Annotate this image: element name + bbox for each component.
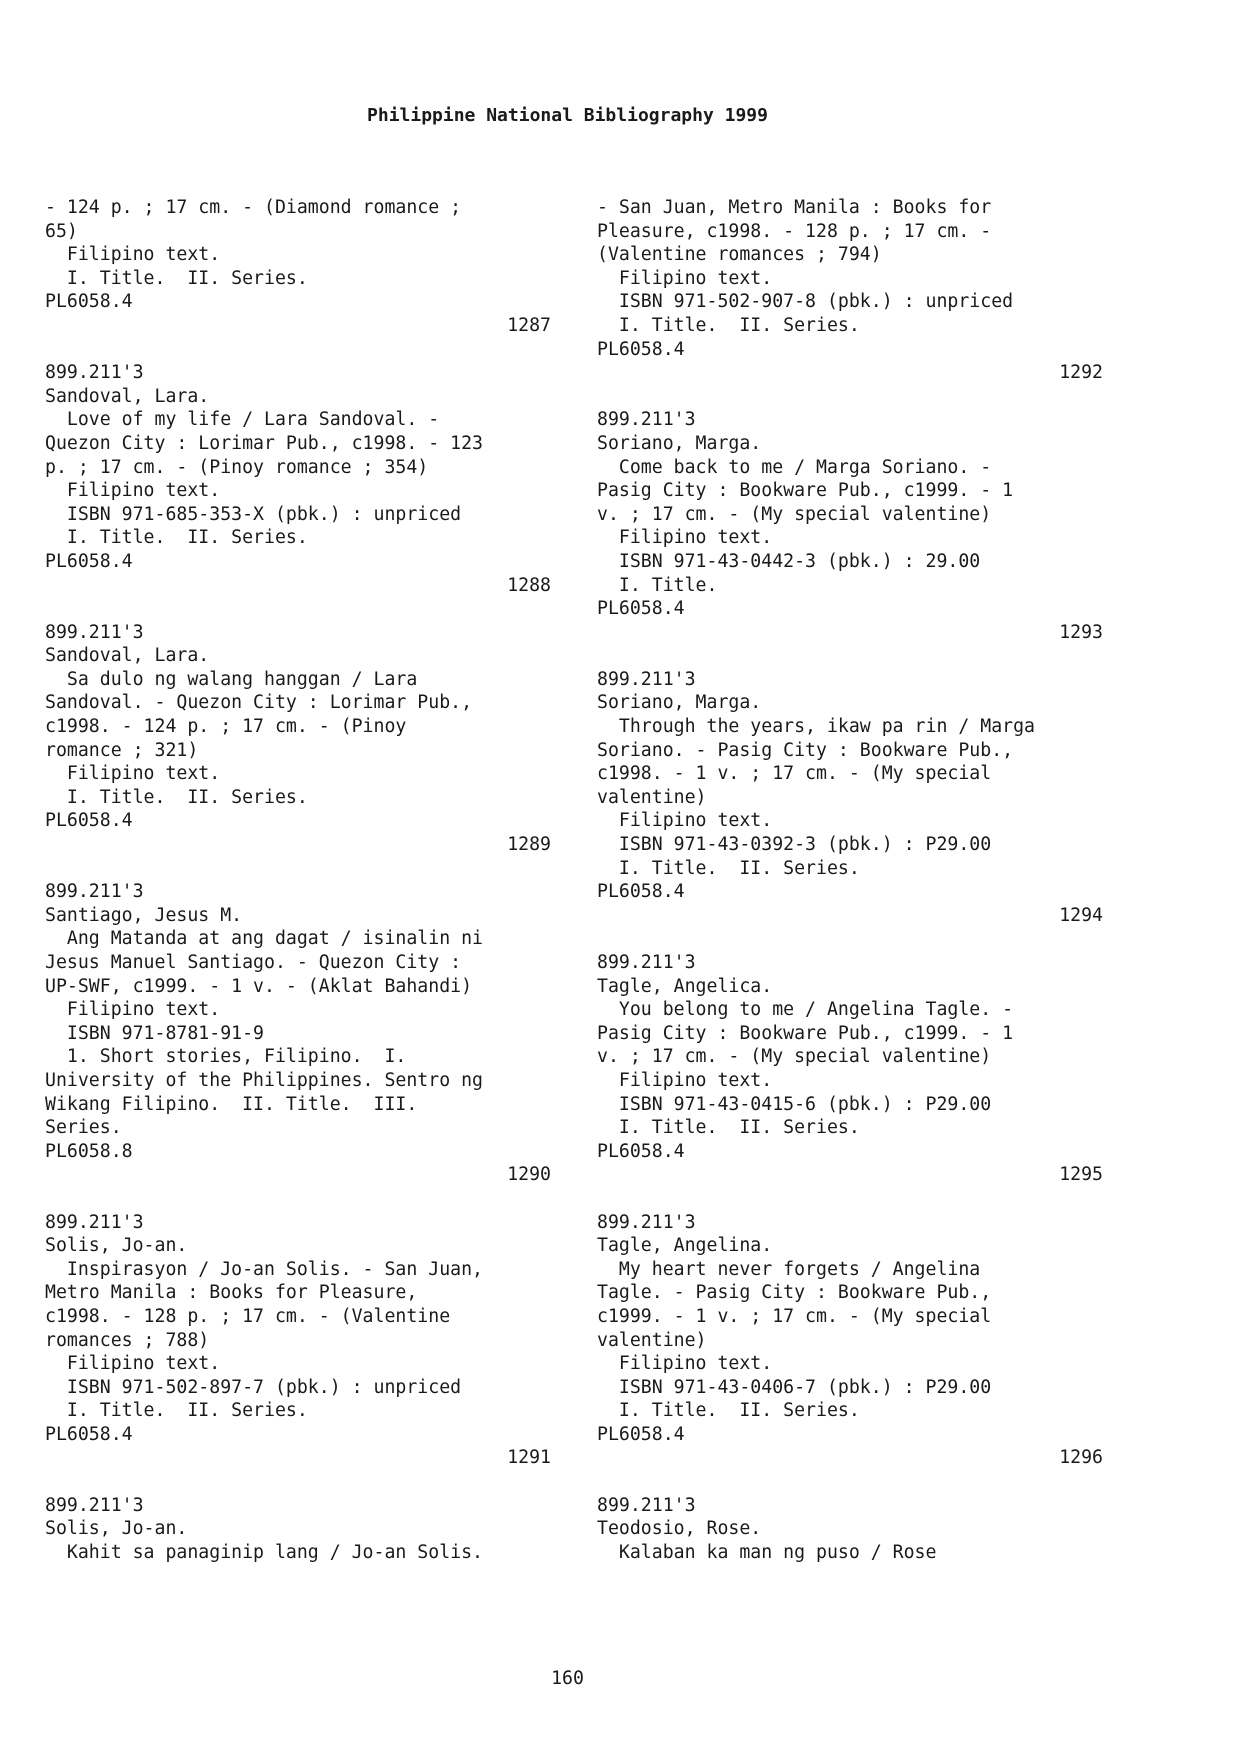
entry-line: Pleasure, c1998. - 128 p. ; 17 cm. - xyxy=(597,220,992,242)
entry-line: Filipino text. xyxy=(45,244,221,266)
bibliography-entry xyxy=(597,668,1103,951)
entry-line: valentine) xyxy=(597,1329,707,1351)
entry-spacer xyxy=(597,385,1103,409)
entry-line: v. ; 17 cm. - (My special valentine) xyxy=(597,503,992,525)
right-column xyxy=(597,196,1103,1564)
entry-line: romance ; 321) xyxy=(45,739,199,761)
entry-spacer xyxy=(45,338,551,362)
entry-line: 899.211'3 xyxy=(597,1211,696,1233)
entry-line: (Valentine romances ; 794) xyxy=(597,244,882,266)
entry-line: Filipino text. xyxy=(597,267,773,289)
entry-line: Quezon City : Lorimar Pub., c1998. - 123 xyxy=(45,432,483,454)
bibliography-entry xyxy=(45,361,551,621)
entry-line: 65) xyxy=(45,220,78,242)
entry-line: 1. Short stories, Filipino. I. xyxy=(45,1046,407,1068)
entry-line: Pasig City : Bookware Pub., c1999. - 1 xyxy=(597,1022,1014,1044)
entry-line: PL6058.8 xyxy=(45,1140,133,1162)
entry-line: Filipino text. xyxy=(597,527,773,549)
entry-spacer xyxy=(45,857,551,881)
entry-line: ISBN 971-43-0392-3 (pbk.) : P29.00 xyxy=(597,834,992,856)
entry-line: I. Title. II. Series. xyxy=(597,1117,860,1139)
bibliography-entry xyxy=(597,951,1103,1211)
entry-spacer xyxy=(597,644,1103,668)
entry-line: romances ; 788) xyxy=(45,1329,210,1351)
entry-line: PL6058.4 xyxy=(597,1140,685,1162)
bibliography-entry xyxy=(45,880,551,1210)
bibliography-entry xyxy=(45,1494,551,1565)
entry-line: Sandoval, Lara. xyxy=(45,645,210,667)
entry-line: Soriano, Marga. xyxy=(597,692,762,714)
left-column xyxy=(45,196,551,1564)
entry-line: 899.211'3 xyxy=(45,881,144,903)
entry-line: valentine) xyxy=(597,786,707,808)
entry-line: Metro Manila : Books for Pleasure, xyxy=(45,1282,418,1304)
entry-line: PL6058.4 xyxy=(597,881,685,903)
entry-line: 899.211'3 xyxy=(597,952,696,973)
entry-number: 1290 xyxy=(507,1164,551,1186)
entry-line: Inspirasyon / Jo-an Solis. - San Juan, xyxy=(45,1258,483,1280)
entry-line: ISBN 971-685-353-X (pbk.) : unpriced xyxy=(45,503,462,525)
entry-line: c1999. - 1 v. ; 17 cm. - (My special xyxy=(597,1305,992,1327)
entry-number: 1292 xyxy=(1059,362,1103,384)
entry-line: I. Title. II. Series. xyxy=(597,857,860,879)
entry-line: ISBN 971-502-907-8 (pbk.) : unpriced xyxy=(597,291,1014,313)
entry-number: 1291 xyxy=(507,1447,551,1469)
entry-line: Pasig City : Bookware Pub., c1999. - 1 xyxy=(597,480,1014,502)
entry-line: PL6058.4 xyxy=(597,1423,685,1445)
entry-line: Filipino text. xyxy=(597,810,773,832)
entry-line: c1998. - 1 v. ; 17 cm. - (My special xyxy=(597,763,992,785)
entry-line: Filipino text. xyxy=(45,480,221,502)
entry-line: 899.211'3 xyxy=(597,409,696,431)
page-title: Philippine National Bibliography 1999 xyxy=(367,105,768,126)
entry-line: Filipino text. xyxy=(45,999,221,1021)
entry-line: Tagle. - Pasig City : Bookware Pub., xyxy=(597,1282,992,1304)
entry-line: c1998. - 128 p. ; 17 cm. - (Valentine xyxy=(45,1305,451,1327)
entry-line: Filipino text. xyxy=(597,1353,773,1375)
entry-line: PL6058.4 xyxy=(597,598,685,620)
entry-line: 899.211'3 xyxy=(597,668,696,690)
page-number: 160 xyxy=(551,1668,584,1689)
entry-line: You belong to me / Angelina Tagle. - xyxy=(597,999,1014,1021)
entry-line: Santiago, Jesus M. xyxy=(45,904,243,926)
bibliography-entry xyxy=(45,621,551,881)
entry-line: Soriano, Marga. xyxy=(597,432,762,454)
entry-spacer xyxy=(45,597,551,621)
bibliography-entry xyxy=(597,196,1103,408)
entry-line: ISBN 971-502-897-7 (pbk.) : unpriced xyxy=(45,1376,462,1398)
entry-spacer xyxy=(597,1470,1103,1494)
entry-line: PL6058.4 xyxy=(45,291,133,313)
entry-line: I. Title. II. Series. xyxy=(45,267,308,289)
entry-number: 1287 xyxy=(507,314,551,336)
entry-line: ISBN 971-43-0415-6 (pbk.) : P29.00 xyxy=(597,1093,992,1115)
entry-line: ISBN 971-8781-91-9 xyxy=(45,1022,264,1044)
entry-line: p. ; 17 cm. - (Pinoy romance ; 354) xyxy=(45,456,429,478)
entry-line: Sandoval, Lara. xyxy=(45,385,210,407)
entry-spacer xyxy=(597,927,1103,951)
entry-line: Soriano. - Pasig City : Bookware Pub., xyxy=(597,739,1014,761)
entry-line: Solis, Jo-an. xyxy=(45,1235,188,1257)
entry-line: 899.211'3 xyxy=(45,1211,144,1233)
entry-line: v. ; 17 cm. - (My special valentine) xyxy=(597,1046,992,1068)
entry-spacer xyxy=(45,1470,551,1494)
entry-line: - 124 p. ; 17 cm. - (Diamond romance ; xyxy=(45,197,462,218)
bibliography-entry xyxy=(597,1494,1103,1565)
entry-line: Sandoval. - Quezon City : Lorimar Pub., xyxy=(45,692,473,714)
entry-line: 899.211'3 xyxy=(45,362,144,384)
entry-line: - San Juan, Metro Manila : Books for xyxy=(597,197,992,218)
entry-line: University of the Philippines. Sentro ng xyxy=(45,1069,483,1091)
entry-line: I. Title. II. Series. xyxy=(45,786,308,808)
entry-line: c1998. - 124 p. ; 17 cm. - (Pinoy xyxy=(45,716,407,738)
entry-number: 1294 xyxy=(1059,904,1103,926)
entry-line: Sa dulo ng walang hanggan / Lara xyxy=(45,668,418,690)
bibliography-entry xyxy=(597,1211,1103,1494)
entry-line: Series. xyxy=(45,1117,122,1139)
entry-line: Tagle, Angelina. xyxy=(597,1235,773,1257)
entry-line: I. Title. II. Series. xyxy=(597,314,860,336)
entry-number: 1293 xyxy=(1059,621,1103,643)
entry-line: PL6058.4 xyxy=(45,810,133,832)
bibliography-entry xyxy=(597,408,1103,668)
entry-line: Wikang Filipino. II. Title. III. xyxy=(45,1093,418,1115)
bibliography-entry xyxy=(45,1211,551,1494)
entry-line: My heart never forgets / Angelina xyxy=(597,1258,981,1280)
entry-line: Come back to me / Marga Soriano. - xyxy=(597,456,992,478)
entry-line: Kalaban ka man ng puso / Rose xyxy=(597,1541,937,1563)
entry-number: 1288 xyxy=(507,574,551,596)
entry-line: PL6058.4 xyxy=(597,338,685,360)
entry-line: Filipino text. xyxy=(597,1069,773,1091)
entry-line: 899.211'3 xyxy=(45,1494,144,1516)
entry-line: Through the years, ikaw pa rin / Marga xyxy=(597,716,1035,738)
entry-line: Teodosio, Rose. xyxy=(597,1518,762,1540)
entry-spacer xyxy=(597,1187,1103,1211)
entry-line: I. Title. II. Series. xyxy=(45,1400,308,1422)
entry-line: PL6058.4 xyxy=(45,1423,133,1445)
entry-number: 1296 xyxy=(1059,1447,1103,1469)
entry-line: I. Title. xyxy=(597,574,718,596)
entry-line: ISBN 971-43-0442-3 (pbk.) : 29.00 xyxy=(597,550,981,572)
entry-number: 1289 xyxy=(507,834,551,856)
entry-line: Jesus Manuel Santiago. - Quezon City : xyxy=(45,952,462,973)
entry-line: Filipino text. xyxy=(45,1353,221,1375)
entry-line: Love of my life / Lara Sandoval. - xyxy=(45,409,440,431)
entry-line: Tagle, Angelica. xyxy=(597,975,773,997)
entry-line: I. Title. II. Series. xyxy=(45,527,308,549)
entry-number: 1295 xyxy=(1059,1164,1103,1186)
entry-line: 899.211'3 xyxy=(45,621,144,643)
entry-line: I. Title. II. Series. xyxy=(597,1400,860,1422)
entry-line: 899.211'3 xyxy=(597,1494,696,1516)
entry-line: UP-SWF, c1999. - 1 v. - (Aklat Bahandi) xyxy=(45,975,473,997)
entry-line: Filipino text. xyxy=(45,763,221,785)
bibliography-entry xyxy=(45,196,551,361)
entry-spacer xyxy=(45,1187,551,1211)
entry-line: Kahit sa panaginip lang / Jo-an Solis. xyxy=(45,1541,483,1563)
entry-line: ISBN 971-43-0406-7 (pbk.) : P29.00 xyxy=(597,1376,992,1398)
entry-line: Solis, Jo-an. xyxy=(45,1518,188,1540)
entry-line: Ang Matanda at ang dagat / isinalin ni xyxy=(45,928,483,950)
entry-line: PL6058.4 xyxy=(45,550,133,572)
